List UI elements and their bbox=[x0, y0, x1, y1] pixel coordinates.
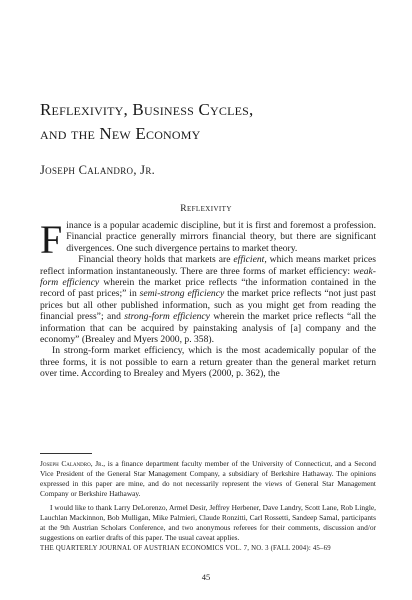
term-weak-form: weak-form efficiency bbox=[40, 265, 376, 289]
paragraph-2-text-d: the market price reflects “not just past prices but all other published information, such as you might get from reading the financial press”; and bbox=[40, 288, 376, 323]
paragraph-1-text: inance is a popular academic discipline, but it is first and foremost a profession. Financial practice generally mirrors financial theory, but there are significant divergences. One such divergence pertains to market theory. bbox=[66, 220, 376, 254]
paragraph-2-text-c: wherein the market price reflects “the information contained in the record of past prices;” in bbox=[40, 277, 376, 300]
term-efficient: efficient bbox=[233, 254, 265, 266]
journal-citation: THE QUARTERLY JOURNAL OF AUSTRIAN ECONOMICS VOL. 7, NO. 3 (FALL 2004): 45–69 bbox=[40, 545, 331, 552]
footnote-bio-text: , is a finance department faculty member of the University of Connecticut, and a Second Vice President of the General Star Management Company, a subsidiary of Berkshire Hathaway. The opinions expressed in this paper are mine, and do not necessarily represent the views of General Star Management Company or Berkshire Hathaway. bbox=[40, 459, 376, 498]
page-number: 45 bbox=[201, 572, 211, 582]
article-title-line-1: Reflexivity, Business Cycles, bbox=[40, 100, 254, 119]
footnotes bbox=[40, 459, 376, 543]
author-name: Joseph Calandro, Jr. bbox=[40, 163, 156, 177]
term-semi-strong: semi-strong efficiency bbox=[139, 288, 225, 300]
paragraph-2-text-a: Financial theory holds that markets are bbox=[78, 254, 234, 266]
paragraph-2 bbox=[40, 254, 376, 345]
drop-cap: F bbox=[40, 217, 63, 262]
article-title bbox=[40, 98, 380, 146]
term-strong-form: strong-form efficiency bbox=[124, 311, 210, 323]
article-body bbox=[40, 217, 377, 380]
footnote-author-name: Joseph Calandro, Jr. bbox=[40, 459, 104, 468]
footnote-bio bbox=[40, 459, 376, 499]
article-title-line-2: and the New Economy bbox=[40, 124, 201, 143]
paragraph-2-text-e: wherein the market price reflects “all the information that can be acquired by painstaking analysis of [a] company and the economy” (Brealey and Myers 2000, p. 358). bbox=[40, 311, 377, 346]
paragraph-3: In strong-form market efficiency, which is the most academically popular of the three forms, it is not possible to earn a return greater than the general market return over time. According to Brealey and Myers (2000, p. 362), the bbox=[40, 345, 376, 380]
footnote-divider bbox=[40, 453, 92, 454]
section-heading: Reflexivity bbox=[180, 204, 232, 214]
paragraph-2-text-b: , which means market prices reflect information instantaneously. There are three forms of market efficiency: bbox=[40, 254, 376, 277]
footnote-acknowledgements: I would like to thank Larry DeLorenzo, Armel Desir, Jeffrey Herbener, Dave Landry, Scott Lane, Rob Lingle, Lauchlan Mackinnon, Bob Mulligan, Mike Palmieri, Claude Ronzitti, Carl Rossetti, Sandeep Samal, participants at the 9th Austrian Scholars Conference, and two anonymous referees for their comments, discussion and/or suggestions on earlier drafts of this paper. The usual caveat applies. bbox=[40, 503, 376, 542]
